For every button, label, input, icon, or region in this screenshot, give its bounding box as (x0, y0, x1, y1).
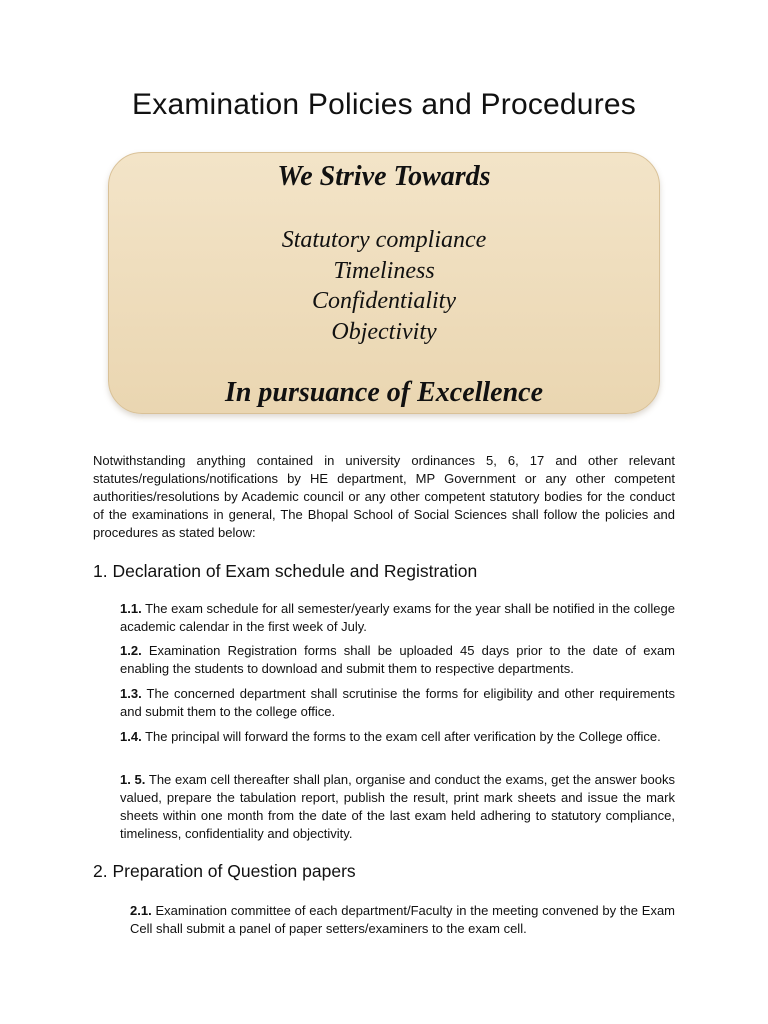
clause-text: Examination Registration forms shall be uploaded 45 days prior to the date of exam enabling the students to download and submit them to respective departments. (120, 643, 675, 676)
clause-2-1 (130, 902, 675, 938)
clause-number: 2.1. (130, 903, 152, 918)
clause-number: 1.2. (120, 643, 142, 658)
clause-text: The exam cell thereafter shall plan, organise and conduct the exams, get the answer books valued, prepare the tabulation report, publish the result, print mark sheets and issue the mark sheets within one month from the date of the last exam held adhering to statutory compliance, timeliness, confidentiality and objectivity. (120, 772, 675, 841)
motto-box (108, 152, 660, 414)
motto-item: Confidentiality (312, 288, 456, 314)
clause-1-2 (120, 642, 675, 678)
clause-text: Examination committee of each department/Faculty in the meeting convened by the Exam Cell shall submit a panel of paper setters/examiners to the exam cell. (130, 903, 675, 936)
motto-item: Statutory compliance (281, 227, 487, 253)
motto-list (109, 225, 659, 347)
clause-number: 1.1. (120, 601, 142, 616)
motto-heading: We Strive Towards (277, 161, 491, 192)
clause-number: 1.4. (120, 729, 142, 744)
clause-number: 1. 5. (120, 772, 146, 787)
motto-item: Objectivity (331, 318, 437, 345)
clause-text: The principal will forward the forms to the exam cell after verification by the College office. (141, 729, 661, 744)
clause-text: The exam schedule for all semester/yearly exams for the year shall be notified in the college academic calendar in the first week of July. (120, 601, 675, 634)
motto-footer: In pursuance of Excellence (224, 377, 544, 408)
clause-1-1 (120, 600, 675, 636)
clause-1-5 (120, 771, 675, 843)
clause-1-4 (120, 728, 675, 746)
clause-text: The concerned department shall scrutinise the forms for eligibility and other requirements and submit them to the college office. (120, 686, 675, 719)
clause-number: 1.3. (120, 686, 142, 701)
section-heading-declaration: 1. Declaration of Exam schedule and Registration (93, 561, 478, 581)
motto-item: Timeliness (333, 257, 435, 284)
clause-1-3 (120, 685, 675, 721)
section-heading-question-papers: 2. Preparation of Question papers (93, 861, 356, 881)
intro-paragraph: Notwithstanding anything contained in university ordinances 5, 6, 17 and other relevant statutes/regulations/notifications by HE department, MP Government or any other competent authorities/resolutions by Academic council or any other competent statutory bodies for the conduct of the examinations in general, The Bhopal School of Social Sciences shall follow the policies and procedures as stated below: (93, 453, 675, 540)
document-title: Examination Policies and Procedures (132, 88, 636, 121)
